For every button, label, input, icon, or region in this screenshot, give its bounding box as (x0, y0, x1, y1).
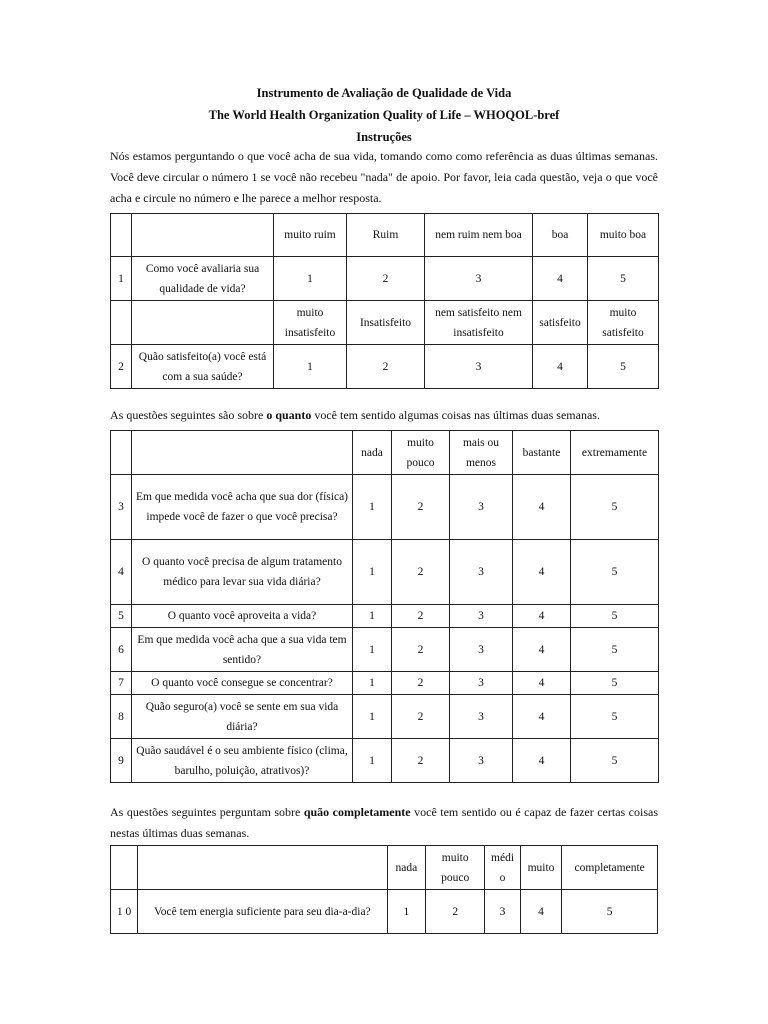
document-titles (110, 82, 658, 148)
score-option[interactable]: 3 (425, 257, 533, 301)
header-empty-cell (138, 846, 388, 890)
score-option[interactable]: 2 (392, 540, 450, 605)
score-option[interactable]: 1 (274, 345, 347, 389)
score-option[interactable]: 5 (571, 695, 659, 739)
score-option[interactable]: 3 (485, 890, 520, 934)
score-option[interactable]: 2 (392, 605, 450, 628)
score-option[interactable]: 4 (533, 345, 588, 389)
question-number: 9 (111, 739, 132, 783)
score-option[interactable]: 1 (274, 257, 347, 301)
score-option[interactable]: 2 (426, 890, 485, 934)
header-option: médi o (485, 846, 520, 890)
header-option: muito ruim (274, 214, 347, 257)
question-number: 3 (111, 475, 132, 540)
question-number: 5 (111, 605, 132, 628)
table-row (111, 605, 659, 628)
score-option[interactable]: 2 (392, 695, 450, 739)
score-option[interactable]: 1 (387, 890, 425, 934)
score-option[interactable]: 4 (513, 540, 571, 605)
table-row (111, 739, 659, 783)
score-option[interactable]: 5 (588, 345, 659, 389)
score-option[interactable]: 4 (513, 695, 571, 739)
score-option[interactable]: 1 (353, 672, 392, 695)
header-empty-cell (132, 431, 353, 475)
score-option[interactable]: 1 (353, 605, 392, 628)
table-row (111, 628, 659, 672)
table-header-row (111, 214, 659, 257)
score-option[interactable]: 3 (450, 628, 513, 672)
score-option[interactable]: 5 (562, 890, 658, 934)
score-option[interactable]: 4 (513, 475, 571, 540)
score-option[interactable]: 4 (513, 672, 571, 695)
score-option[interactable]: 2 (347, 257, 425, 301)
score-option[interactable]: 3 (450, 475, 513, 540)
title-main: Instrumento de Avaliação de Qualidade de Vida (256, 86, 512, 100)
header-empty-cell (111, 846, 138, 890)
header-option: satisfeito (533, 301, 588, 345)
table-how-much (110, 430, 659, 783)
score-option[interactable]: 5 (571, 628, 659, 672)
score-option[interactable]: 5 (571, 475, 659, 540)
score-option[interactable]: 2 (392, 628, 450, 672)
score-option[interactable]: 5 (571, 605, 659, 628)
table-row (111, 475, 659, 540)
score-option[interactable]: 1 (353, 628, 392, 672)
question-text: Quão satisfeito(a) você está com a sua saúde? (132, 345, 274, 389)
header-option: boa (533, 214, 588, 257)
score-option[interactable]: 4 (520, 890, 562, 934)
header-empty-cell (132, 214, 274, 257)
score-option[interactable]: 3 (450, 540, 513, 605)
score-option[interactable]: 1 (353, 739, 392, 783)
question-number: 1 0 (111, 890, 138, 934)
table-row (111, 345, 659, 389)
score-option[interactable]: 1 (353, 475, 392, 540)
score-option[interactable]: 1 (353, 540, 392, 605)
question-number: 4 (111, 540, 132, 605)
table-general (110, 213, 659, 389)
score-option[interactable]: 5 (571, 672, 659, 695)
header-option: mais ou menos (450, 431, 513, 475)
score-option[interactable]: 3 (450, 739, 513, 783)
header-option: muito satisfeito (588, 301, 659, 345)
header-option: extremamente (571, 431, 659, 475)
score-option[interactable]: 5 (571, 540, 659, 605)
section-intro: As questões seguintes são sobre o quanto você tem sentido algumas coisas nas últimas duas semanas. (110, 408, 600, 422)
header-empty-cell (111, 301, 132, 345)
section-intro: As questões seguintes perguntam sobre quão completamente você tem sentido ou é capaz de fazer certas coisas nestas últimas duas semanas. (110, 805, 658, 840)
table-how-completely (110, 845, 658, 934)
table-header-row (111, 301, 659, 345)
score-option[interactable]: 3 (450, 672, 513, 695)
header-option: nem satisfeito nem insatisfeito (425, 301, 533, 345)
question-text: O quanto você precisa de algum tratamento médico para levar sua vida diária? (132, 540, 353, 605)
header-option: bastante (513, 431, 571, 475)
score-option[interactable]: 2 (392, 672, 450, 695)
header-option: muito (520, 846, 562, 890)
question-text: O quanto você aproveita a vida? (132, 605, 353, 628)
score-option[interactable]: 2 (392, 475, 450, 540)
question-number: 6 (111, 628, 132, 672)
header-empty-cell (132, 301, 274, 345)
score-option[interactable]: 3 (425, 345, 533, 389)
table-header-row (111, 846, 658, 890)
header-option: muito pouco (426, 846, 485, 890)
score-option[interactable]: 2 (392, 739, 450, 783)
table-row (111, 257, 659, 301)
score-option[interactable]: 4 (513, 739, 571, 783)
header-option: muito pouco (392, 431, 450, 475)
score-option[interactable]: 4 (533, 257, 588, 301)
title-instrument: The World Health Organization Quality of Life – WHOQOL-bref (208, 108, 560, 122)
question-text: O quanto você consegue se concentrar? (132, 672, 353, 695)
header-empty-cell (111, 214, 132, 257)
header-option: nem ruim nem boa (425, 214, 533, 257)
header-option: muito boa (588, 214, 659, 257)
header-option: nada (387, 846, 425, 890)
table-row (111, 695, 659, 739)
question-number: 7 (111, 672, 132, 695)
question-text: Quão saudável é o seu ambiente físico (clima, barulho, poluição, atrativos)? (132, 739, 353, 783)
table-row (111, 672, 659, 695)
table-row (111, 540, 659, 605)
header-empty-cell (111, 431, 132, 475)
question-text: Em que medida você acha que a sua vida tem sentido? (132, 628, 353, 672)
question-number: 1 (111, 257, 132, 301)
score-option[interactable]: 5 (588, 257, 659, 301)
score-option[interactable]: 5 (571, 739, 659, 783)
question-text: Quão seguro(a) você se sente em sua vida diária? (132, 695, 353, 739)
score-option[interactable]: 3 (450, 605, 513, 628)
header-option: completamente (562, 846, 658, 890)
table-header-row (111, 431, 659, 475)
header-option: Ruim (347, 214, 425, 257)
score-option[interactable]: 1 (353, 695, 392, 739)
score-option[interactable]: 2 (347, 345, 425, 389)
header-option: Insatisfeito (347, 301, 425, 345)
score-option[interactable]: 4 (513, 628, 571, 672)
question-number: 2 (111, 345, 132, 389)
table-row (111, 890, 658, 934)
header-option: nada (353, 431, 392, 475)
score-option[interactable]: 4 (513, 605, 571, 628)
question-text: Como você avaliaria sua qualidade de vida? (132, 257, 274, 301)
title-instructions: Instruções (356, 130, 412, 144)
question-text: Em que medida você acha que sua dor (física) impede você de fazer o que você precisa? (132, 475, 353, 540)
instructions-text: Nós estamos perguntando o que você acha de sua vida, tomando como como referência as duas últimas semanas. Você deve circular o número 1 se você não recebeu "nada" de apoio. Por favor, leia cada questão, veja o que você acha e circule no número e lhe parece a melhor resposta. (110, 149, 658, 205)
header-option: muito insatisfeito (274, 301, 347, 345)
question-text: Você tem energia suficiente para seu dia-a-dia? (138, 890, 388, 934)
question-number: 8 (111, 695, 132, 739)
score-option[interactable]: 3 (450, 695, 513, 739)
